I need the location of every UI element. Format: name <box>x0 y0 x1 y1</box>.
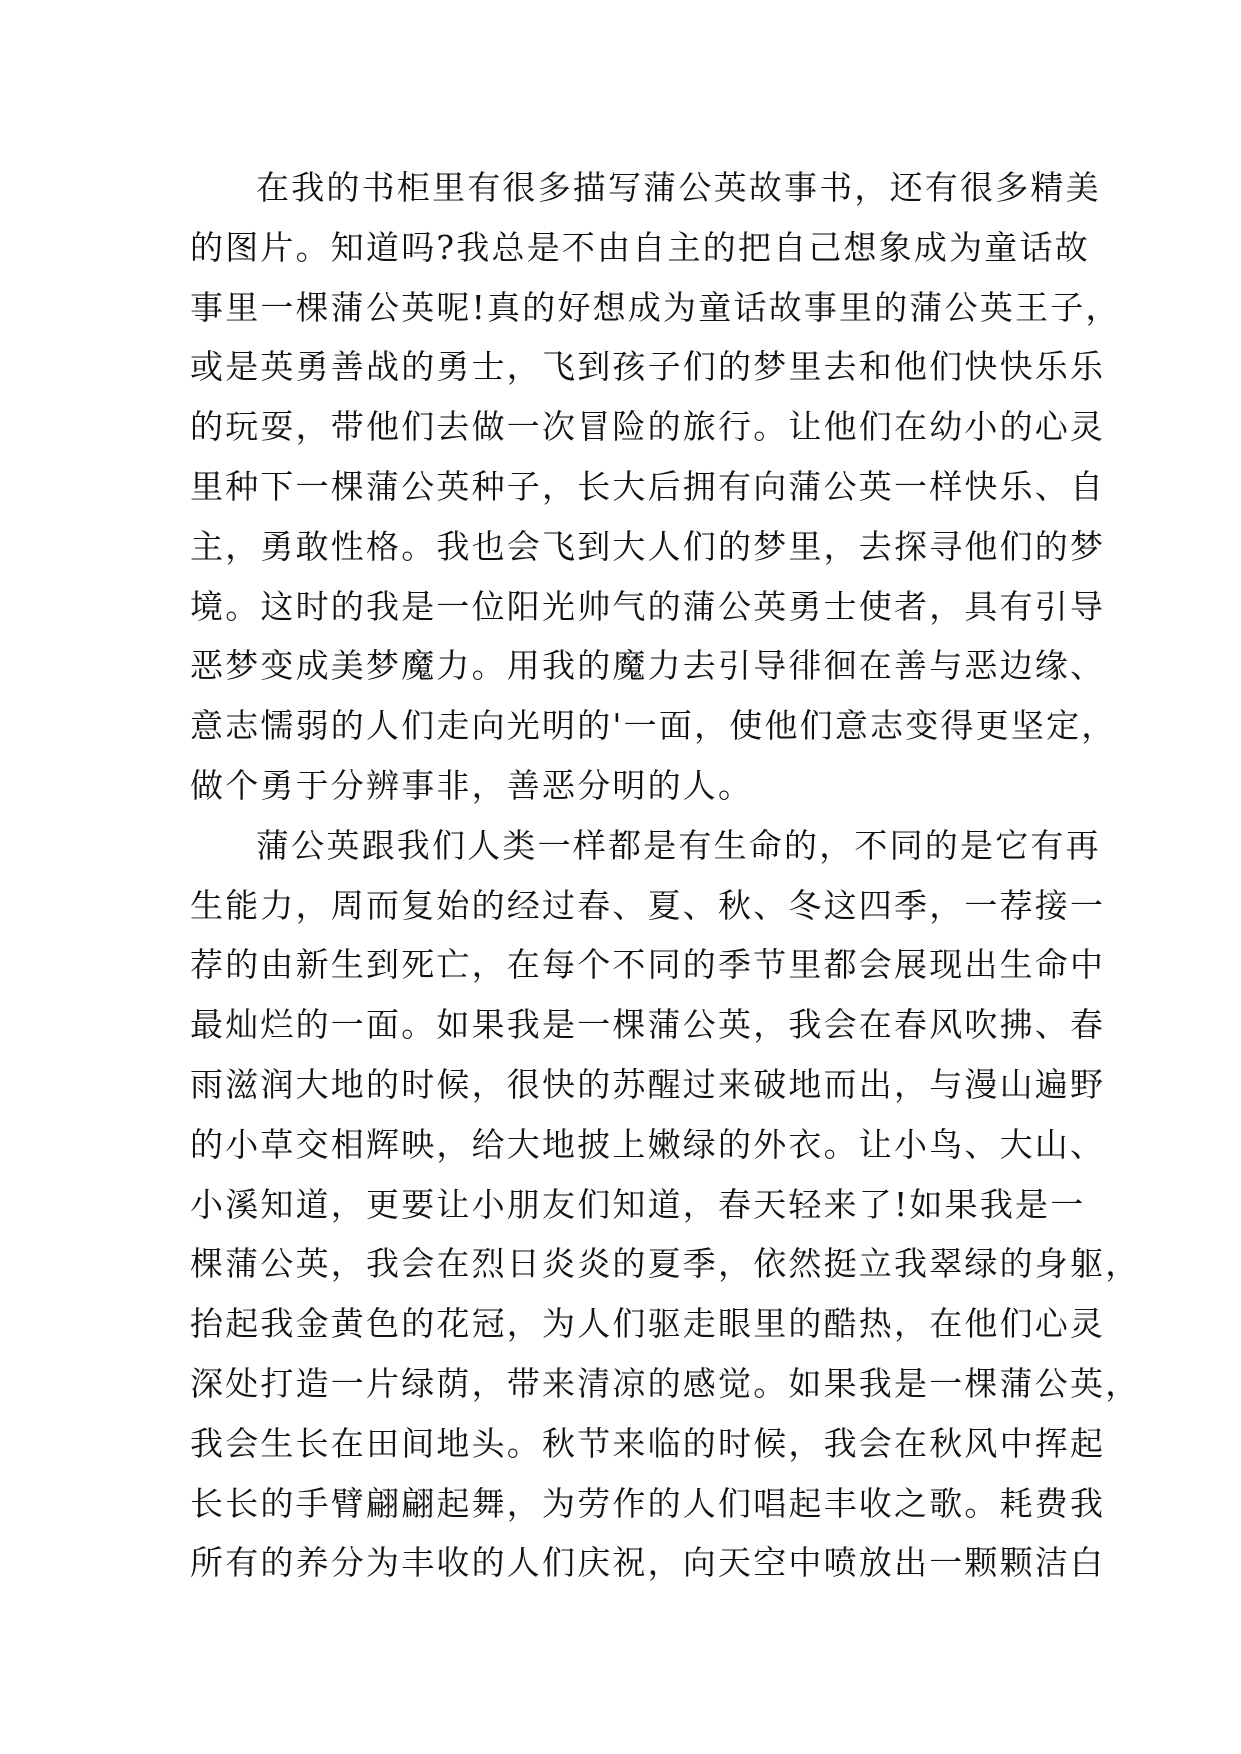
paragraph-2-line-7: 小溪知道，更要让小朋友们知道，春天轻来了!如果我是一 <box>190 1184 1086 1224</box>
paragraph-2-line-8: 棵蒲公英，我会在烈日炎炎的夏季，依然挺立我翠绿的身躯， <box>190 1244 1141 1284</box>
paragraph-2-line-4: 最灿烂的一面。如果我是一棵蒲公英，我会在春风吹拂、春 <box>190 1005 1106 1045</box>
paragraph-1-line-3: 事里一棵蒲公英呢!真的好想成为童话故事里的蒲公英王子， <box>190 287 1121 327</box>
paragraph-1-line-9: 恶梦变成美梦魔力。用我的魔力去引导徘徊在善与恶边缘、 <box>190 646 1106 686</box>
paragraph-2-line-12: 长长的手臂翩翩起舞，为劳作的人们唱起丰收之歌。耗费我 <box>190 1483 1106 1523</box>
paragraph-2-line-10: 深处打造一片绿荫，带来清凉的感觉。如果我是一棵蒲公英， <box>190 1363 1141 1403</box>
paragraph-1-line-7: 主，勇敢性格。我也会飞到大人们的梦里，去探寻他们的梦 <box>190 526 1106 566</box>
paragraph-2-line-13: 所有的养分为丰收的人们庆祝，向天空中喷放出一颗颗洁白 <box>190 1543 1106 1583</box>
paragraph-2-line-6: 的小草交相辉映，给大地披上嫩绿的外衣。让小鸟、大山、 <box>190 1124 1106 1164</box>
paragraph-1-line-5: 的玩耍，带他们去做一次冒险的旅行。让他们在幼小的心灵 <box>190 407 1106 447</box>
body-text <box>190 158 1141 1593</box>
paragraph-2-line-11: 我会生长在田间地头。秋节来临的时候，我会在秋风中挥起 <box>190 1423 1106 1463</box>
paragraph-2-line-2: 生能力，周而复始的经过春、夏、秋、冬这四季，一荐接一 <box>190 885 1106 925</box>
paragraph-1-line-10: 意志懦弱的人们走向光明的'一面，使他们意志变得更坚定， <box>190 706 1117 746</box>
paragraph-1-line-2: 的图片。知道吗?我总是不由自主的把自己想象成为童话故 <box>190 227 1090 267</box>
paragraph-2-line-5: 雨滋润大地的时候，很快的苏醒过来破地而出，与漫山遍野 <box>190 1064 1106 1104</box>
paragraph-2-line-1: 蒲公英跟我们人类一样都是有生命的，不同的是它有再 <box>256 825 1101 865</box>
paragraph-1-line-6: 里种下一棵蒲公英种子，长大后拥有向蒲公英一样快乐、自 <box>190 466 1106 506</box>
paragraph-1-line-8: 境。这时的我是一位阳光帅气的蒲公英勇士使者，具有引导 <box>190 586 1106 626</box>
paragraph-2-line-9: 抬起我金黄色的花冠，为人们驱走眼里的酷热，在他们心灵 <box>190 1304 1106 1344</box>
paragraph-1-line-11: 做个勇于分辨事非，善恶分明的人。 <box>190 765 754 805</box>
paragraph-1-line-4: 或是英勇善战的勇士，飞到孩子们的梦里去和他们快快乐乐 <box>190 347 1106 387</box>
paragraph-1-line-1: 在我的书柜里有很多描写蒲公英故事书，还有很多精美 <box>256 168 1101 207</box>
paragraph-2-line-3: 荐的由新生到死亡，在每个不同的季节里都会展现出生命中 <box>190 945 1106 985</box>
